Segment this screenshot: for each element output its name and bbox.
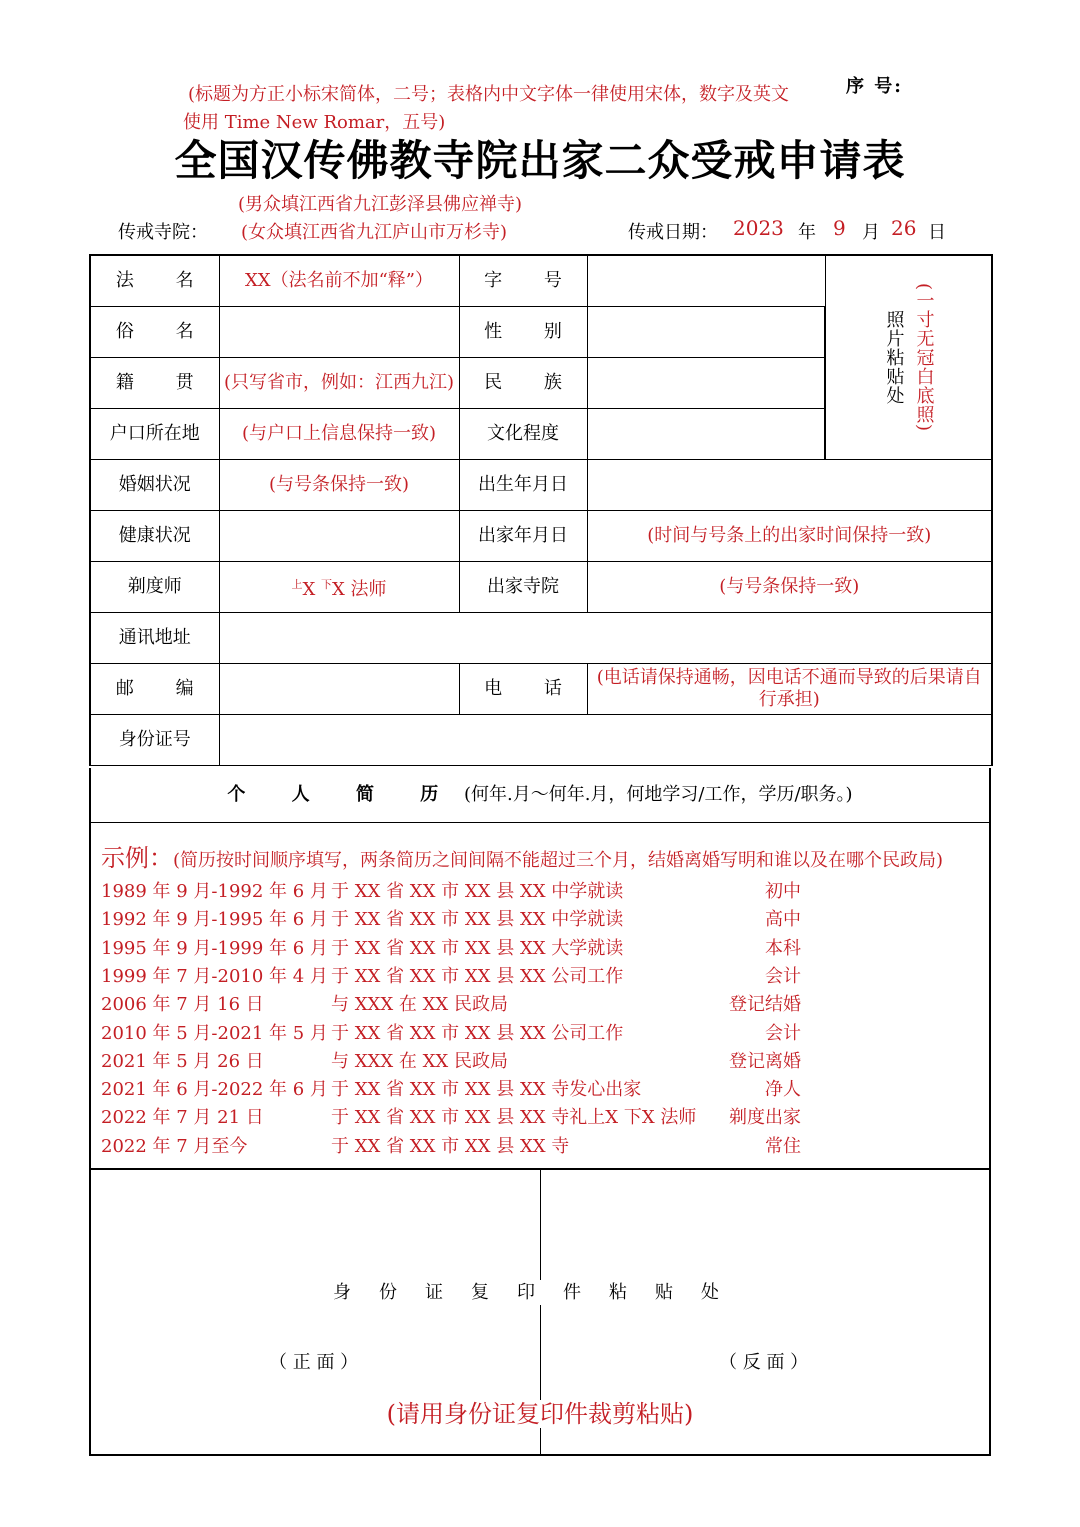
temple-label: 传戒寺院：	[118, 222, 208, 243]
secular-name-label: 俗 名	[90, 307, 219, 358]
resume-detail: 与 XXX 在 XX 民政局	[331, 994, 508, 1016]
ordination-temple-field[interactable]: (与号条保持一致)	[587, 562, 992, 613]
gender-field[interactable]	[587, 307, 825, 358]
native-place-label: 籍 贯	[90, 358, 219, 409]
resume-period: 2021 年 6 月-2022 年 6 月	[101, 1079, 328, 1101]
resume-period: 2006 年 7 月 16 日	[101, 994, 264, 1016]
tonsure-sub: 下	[321, 577, 332, 591]
temple-hint-male: (男众填江西省九江彭泽县佛应禅寺)	[238, 194, 523, 215]
temple-hint-female: (女众填江西省九江庐山市万杉寺)	[241, 222, 508, 243]
photo-area[interactable]	[825, 255, 992, 460]
phone-field[interactable]: (电话请保持通畅，因电话不通而导致的后果请自行承担)	[587, 664, 992, 715]
postcode-field[interactable]	[219, 664, 459, 715]
id-number-label: 身份证号	[90, 715, 219, 766]
resume-role: 常住	[765, 1135, 801, 1157]
household-field[interactable]: (与户口上信息保持一致)	[219, 409, 459, 460]
resume-role: 本科	[765, 937, 801, 959]
font-note-line1: (标题为方正小标宋简体，二号；表格内中文字体一律使用宋体，数字及英文	[188, 84, 790, 105]
resume-role: 高中	[765, 909, 801, 931]
resume-role: 会计	[765, 1022, 801, 1044]
resume-heading	[91, 768, 989, 823]
id-copy-title: 身份证复印件粘贴处	[333, 1282, 747, 1303]
application-form-table	[89, 254, 993, 766]
dharma-name-label: 法 名	[90, 255, 219, 307]
ordination-date-field[interactable]: (时间与号条上的出家时间保持一致)	[587, 511, 992, 562]
resume-detail: 于 XX 省 XX 市 XX 县 XX 中学就读	[331, 881, 624, 902]
form-title: 全国汉传佛教寺院出家二众受戒申请表	[174, 136, 906, 185]
resume-period: 1992 年 9 月-1995 年 6 月	[101, 909, 328, 931]
resume-period: 2022 年 7 月 21 日	[101, 1107, 264, 1129]
tonsure-x1: X	[302, 578, 316, 600]
resume-role: 初中	[765, 881, 801, 902]
resume-detail: 于 XX 省 XX 市 XX 县 XX 寺礼上X 下X 法师	[331, 1107, 697, 1129]
resume-period: 2021 年 5 月 26 日	[101, 1050, 264, 1072]
tonsure-master-field[interactable]	[219, 562, 459, 613]
example-note: (简历按时间顺序填写，两条简历之间间隔不能超过三个月，结婚离婚写明和谁以及在哪个民政局)	[173, 850, 944, 871]
marital-label: 婚姻状况	[90, 460, 219, 511]
date-year-unit: 年	[798, 222, 816, 243]
household-label: 户口所在地	[90, 409, 219, 460]
id-copy-note: (请用身份证复印件裁剪粘贴)	[386, 1400, 694, 1428]
resume-period: 1999 年 7 月-2010 年 4 月	[101, 965, 328, 987]
photo-hint: (一寸无冠白底照)	[913, 282, 935, 433]
resume-period: 1995 年 9 月-1999 年 6 月	[101, 937, 328, 959]
date-year: 2023	[733, 216, 784, 240]
resume-role: 登记离婚	[729, 1050, 801, 1072]
resume-period: 2022 年 7 月至今	[101, 1135, 248, 1157]
address-label: 通讯地址	[90, 613, 219, 664]
font-note-line2: 使用 Time New Romar，五号)	[183, 112, 446, 133]
courtesy-name-field[interactable]	[587, 255, 825, 307]
resume-detail: 于 XX 省 XX 市 XX 县 XX 寺发心出家	[331, 1079, 642, 1101]
resume-detail: 于 XX 省 XX 市 XX 县 XX 寺	[331, 1135, 570, 1157]
tonsure-sup: 上	[291, 577, 303, 591]
gender-label: 性 别	[459, 307, 587, 358]
health-label: 健康状况	[90, 511, 219, 562]
native-place-field[interactable]: (只写省市，例如：江西九江)	[219, 358, 459, 409]
marital-field[interactable]: (与号条保持一致)	[219, 460, 459, 511]
phone-label: 电 话	[459, 664, 587, 715]
ordination-date-label: 出家年月日	[459, 511, 587, 562]
ethnicity-field[interactable]	[587, 358, 825, 409]
education-label: 文化程度	[459, 409, 587, 460]
resume-heading-note: (何年.月～何年.月，何地学习/工作，学历/职务。)	[463, 784, 853, 805]
tonsure-master-label: 剃度师	[90, 562, 219, 613]
resume-detail: 于 XX 省 XX 市 XX 县 XX 公司工作	[331, 1022, 624, 1044]
date-day: 26	[891, 216, 917, 240]
courtesy-name-label: 字 号	[459, 255, 587, 307]
secular-name-field[interactable]	[219, 307, 459, 358]
serial-number-label: 序 号:	[846, 76, 903, 97]
resume-detail: 与 XXX 在 XX 民政局	[331, 1050, 508, 1072]
date-month: 9	[833, 216, 846, 240]
resume-detail: 于 XX 省 XX 市 XX 县 XX 大学就读	[331, 937, 624, 959]
resume-role: 会计	[765, 965, 801, 987]
date-day-unit: 日	[928, 222, 946, 243]
birth-field[interactable]	[587, 460, 992, 511]
id-copy-area[interactable]	[89, 1168, 991, 1456]
health-field[interactable]	[219, 511, 459, 562]
resume-role: 剃度出家	[729, 1107, 801, 1129]
ethnicity-label: 民 族	[459, 358, 587, 409]
resume-period: 2010 年 5 月-2021 年 5 月	[101, 1022, 328, 1044]
postcode-label: 邮 编	[90, 664, 219, 715]
resume-example-header	[101, 838, 943, 873]
photo-label: 照片粘贴处	[883, 310, 905, 405]
id-front-label: （ 正 面 ）	[269, 1352, 359, 1373]
resume-role: 登记结婚	[729, 994, 801, 1016]
birth-label: 出生年月日	[459, 460, 587, 511]
example-label: 示例：	[101, 844, 173, 872]
ordination-temple-label: 出家寺院	[459, 562, 587, 613]
resume-detail: 于 XX 省 XX 市 XX 县 XX 中学就读	[331, 909, 624, 931]
dharma-name-field[interactable]: XX（法名前不加“释”）	[219, 255, 459, 307]
resume-section[interactable]	[89, 768, 991, 1170]
resume-detail: 于 XX 省 XX 市 XX 县 XX 公司工作	[331, 965, 624, 987]
id-number-field[interactable]	[219, 715, 992, 766]
resume-heading-title: 个 人 简 历	[227, 784, 459, 805]
education-field[interactable]	[587, 409, 825, 460]
resume-role: 净人	[765, 1079, 801, 1101]
tonsure-x2: X 法师	[332, 578, 387, 600]
id-back-label: （ 反 面 ）	[719, 1352, 809, 1373]
date-label: 传戒日期：	[628, 222, 718, 243]
address-field[interactable]	[219, 613, 992, 664]
resume-period: 1989 年 9 月-1992 年 6 月	[101, 881, 328, 902]
date-month-unit: 月	[862, 222, 880, 243]
